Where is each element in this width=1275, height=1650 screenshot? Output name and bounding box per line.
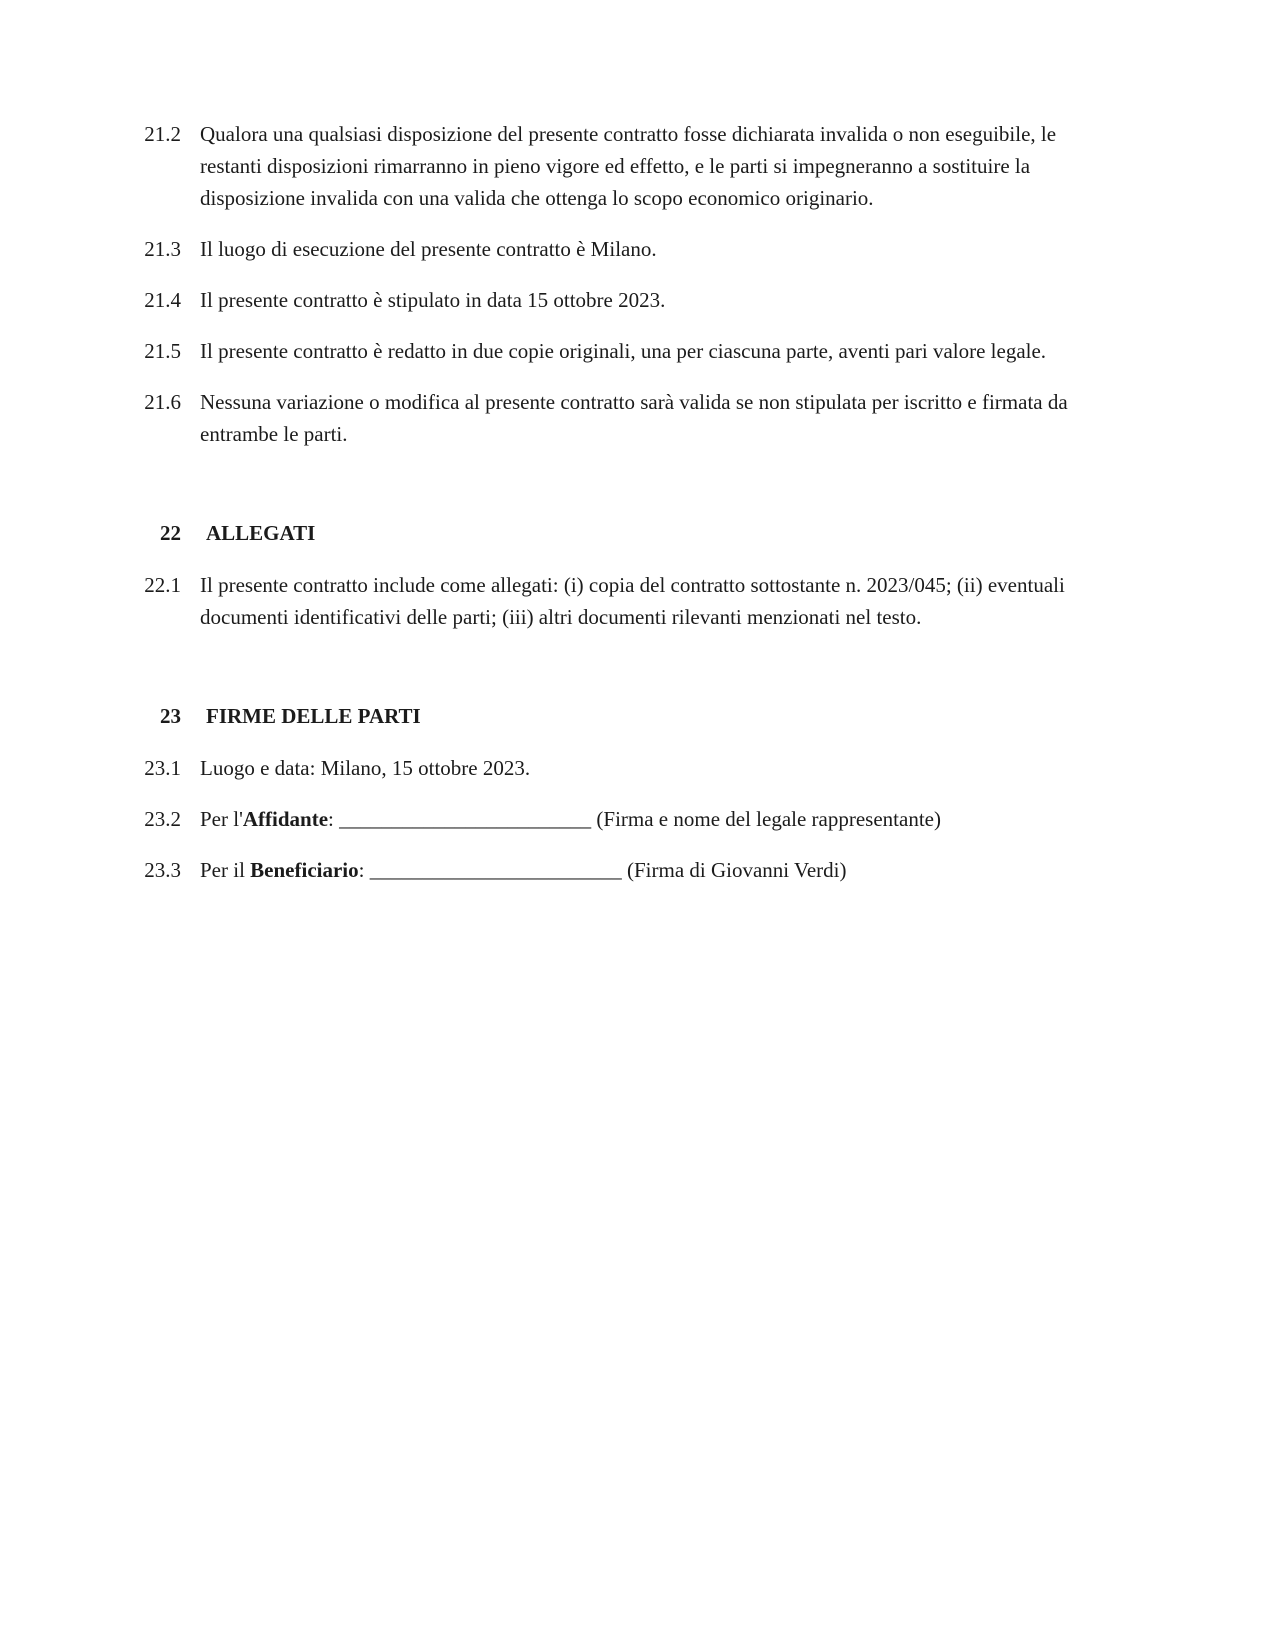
clause-number: 21.5: [144, 339, 181, 363]
contract-clause: [136, 569, 1180, 633]
text-segment: :: [328, 807, 340, 831]
signature-line-beneficiario: ________________________: [369, 858, 622, 882]
clause-number: 23.3: [144, 858, 181, 882]
clause-text: [200, 854, 1080, 886]
clause-number: 23: [160, 704, 181, 728]
clause-number: 23.1: [144, 756, 181, 780]
clause-text: Nessuna variazione o modifica al presente contratto sarà valida se non stipulata per iscritto e firmata da entrambe le parti.: [200, 390, 1068, 446]
contract-clause: [136, 284, 1180, 316]
clause-number: 22: [160, 521, 181, 545]
clause-number: 21.6: [144, 390, 181, 414]
clause-text: Qualora una qualsiasi disposizione del presente contratto fosse dichiarata invalida o non eseguibile, le restanti disposizioni rimarranno in pieno vigore ed effetto, e le parti si impegneranno a sostituire la disposizione invalida con una valida che ottenga lo scopo economico originario.: [200, 122, 1057, 210]
clause-text: [200, 803, 1080, 835]
contract-clause: [136, 752, 1180, 784]
text-segment: :: [358, 858, 370, 882]
clause-text: Il presente contratto è redatto in due copie originali, una per ciascuna parte, aventi pari valore legale.: [200, 339, 1047, 363]
contract-clause: [136, 335, 1180, 367]
contract-clause: [136, 803, 1180, 835]
signature-line-affidante: ________________________: [339, 807, 592, 831]
clause-text: Il presente contratto è stipulato in data 15 ottobre 2023.: [200, 288, 666, 312]
contract-clause: [136, 386, 1180, 450]
party-name-bold: Beneficiario: [250, 858, 359, 882]
text-segment: (Firma di Giovanni Verdi): [621, 858, 847, 882]
clause-number: 21.4: [144, 288, 181, 312]
clause-number: 21.3: [144, 237, 181, 261]
contract-clause: [136, 854, 1180, 886]
clause-number: 22.1: [144, 573, 181, 597]
clause-number: 23.2: [144, 807, 181, 831]
text-segment: Per il: [200, 858, 251, 882]
text-segment: Per l': [200, 807, 243, 831]
clause-text: Il luogo di esecuzione del presente contratto è Milano.: [200, 237, 657, 261]
contract-clause: [136, 233, 1180, 265]
clause-number: 21.2: [144, 122, 181, 146]
clause-text: Luogo e data: Milano, 15 ottobre 2023.: [200, 756, 531, 780]
section-heading-text: FIRME DELLE PARTI: [206, 704, 421, 728]
section-heading-text: ALLEGATI: [206, 521, 316, 545]
contract-clause: [136, 118, 1180, 214]
contract-section-heading: [136, 517, 1180, 549]
party-name-bold: Affidante: [242, 807, 329, 831]
text-segment: (Firma e nome del legale rappresentante): [591, 807, 941, 831]
contract-section-heading: [136, 700, 1180, 732]
clause-text: Il presente contratto include come allegati: (i) copia del contratto sottostante n. 2023/045; (ii) eventuali documenti identificativi delle parti; (iii) altri documenti rilevanti menzionati nel testo.: [200, 573, 1065, 629]
